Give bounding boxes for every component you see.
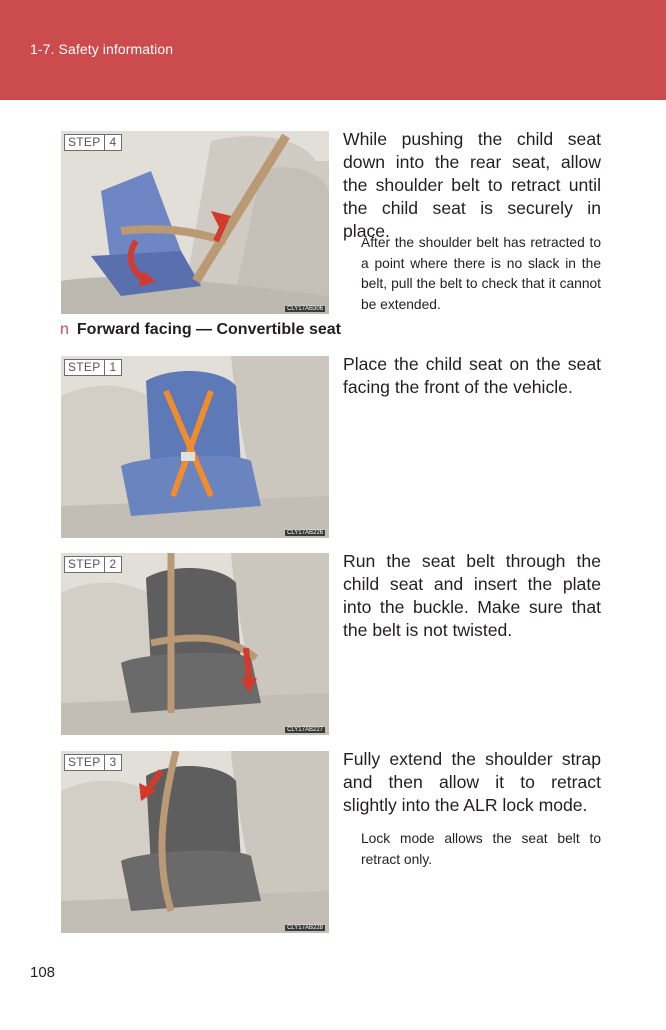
image-code: CLY17AB306 [287,306,323,312]
step-4-text: While pushing the child seat down into the rear seat, allow the shoulder belt to retract until the child seat is securely in place. [343,129,601,241]
step-number: 1 [109,360,117,374]
image-code: CLY17AB228 [287,925,323,931]
step-label: STEP [65,557,105,572]
page-header [0,0,666,100]
step-3-illustration [61,751,329,933]
rear-facing-seat-illustration [61,131,329,314]
step-label: STEP [65,360,105,375]
step-2-illustration [61,553,329,735]
step-4-illustration [61,131,329,314]
step-badge [64,134,122,151]
alr-lock-illustration [61,751,329,933]
step-number: 4 [109,135,117,149]
step-3-note: Lock mode allows the seat belt to retract only. [361,831,601,867]
step-number: 2 [109,557,117,571]
section-header-title: 1-7. Safety information [30,41,174,57]
step-badge [64,754,122,771]
section-heading [60,321,341,339]
image-code: CLY17AB227 [287,727,323,733]
step-label: STEP [65,135,105,150]
step-1-illustration [61,356,329,538]
step-badge [64,359,122,376]
step-number: 3 [109,755,117,769]
step-3-text: Fully extend the shoulder strap and then allow it to retract slightly into the ALR lock mode. [343,749,601,815]
step-1-text: Place the child seat on the seat facing the front of the vehicle. [343,354,601,397]
belt-routing-illustration [61,553,329,735]
step-4-note: After the shoulder belt has retracted to a point where there is no slack in the belt, pull the belt to check that it cannot be extended. [361,235,601,312]
step-label: STEP [65,755,105,770]
step-badge [64,556,122,573]
step-2-text: Run the seat belt through the child seat and insert the plate into the buckle. Make sure that the belt is not twisted. [343,551,601,640]
image-code: CLY17AB226 [287,530,323,536]
bullet-icon: n [60,321,69,338]
page-number: 108 [30,964,56,981]
section-title: Forward facing — Convertible seat [76,321,341,338]
convertible-seat-illustration [61,356,329,538]
